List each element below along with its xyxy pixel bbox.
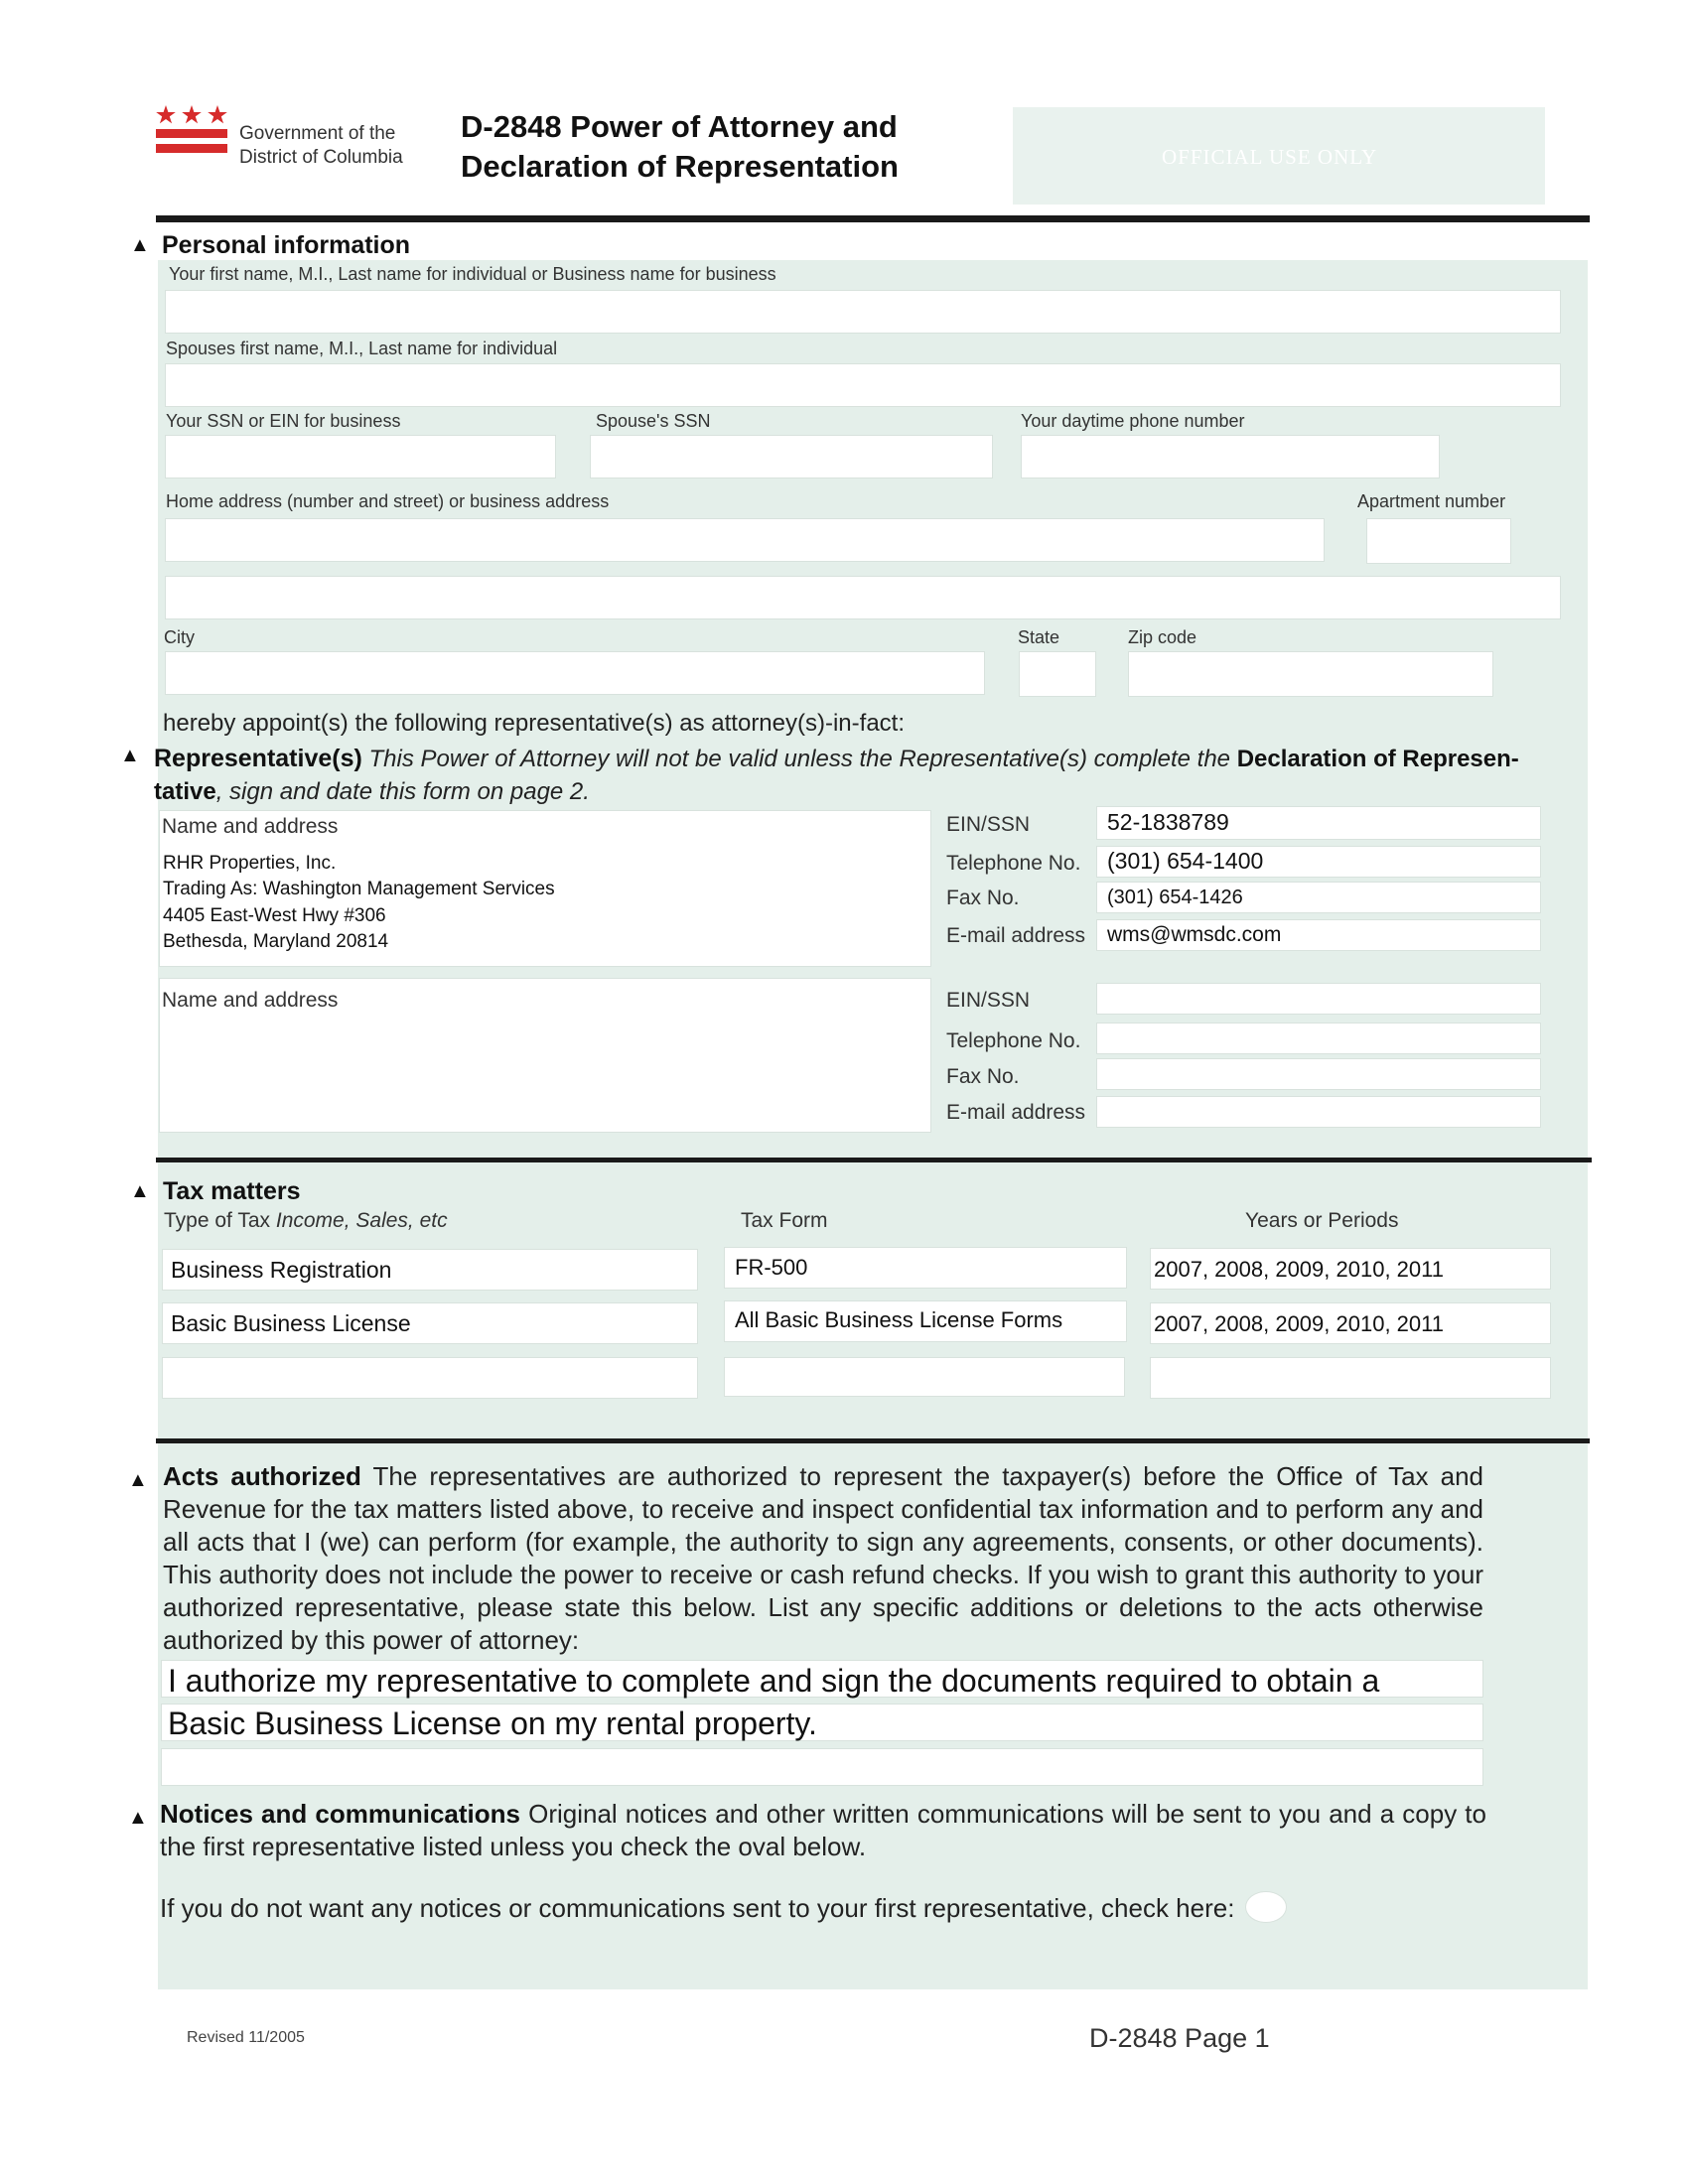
rep2-fax-field[interactable] xyxy=(1096,1058,1541,1090)
rep2-ein-field[interactable] xyxy=(1096,983,1541,1015)
rep1-email-label: E-mail address xyxy=(946,924,1086,947)
rep1-line-1: RHR Properties, Inc. xyxy=(163,853,337,874)
rep1-ein-field[interactable] xyxy=(1096,806,1541,840)
page-number: D-2848 Page 1 xyxy=(1089,2023,1270,2053)
rep-note-bold-2: tative xyxy=(154,778,216,805)
rep2-email-label: E-mail address xyxy=(946,1101,1086,1124)
rep2-fax-label: Fax No. xyxy=(946,1065,1020,1088)
notices-check-text: If you do not want any notices or communications sent to your first representative, check here: xyxy=(160,1893,1235,1923)
gov-line-2: District of Columbia xyxy=(239,147,403,168)
revised-date: Revised 11/2005 xyxy=(187,2029,305,2046)
notices-checkbox-oval[interactable] xyxy=(1245,1891,1287,1923)
rep1-tel-field[interactable] xyxy=(1096,846,1541,878)
state-field[interactable] xyxy=(1019,651,1096,697)
tax-row-2-form-value: All Basic Business License Forms xyxy=(735,1307,1063,1332)
tax-row-1-form[interactable] xyxy=(724,1247,1127,1289)
acts-paragraph xyxy=(163,1460,1483,1657)
name-field[interactable] xyxy=(165,290,1561,334)
ssn-label: Your SSN or EIN for business xyxy=(166,411,401,431)
rep1-fax-field[interactable] xyxy=(1096,882,1541,913)
rep1-fax-label: Fax No. xyxy=(946,887,1020,909)
personal-heading: Personal information xyxy=(162,231,411,259)
acts-line-1-field[interactable] xyxy=(161,1660,1483,1698)
rep1-email-value: wms@wmsdc.com xyxy=(1107,923,1282,946)
phone-label: Your daytime phone number xyxy=(1021,411,1245,431)
tax-row-1-years-value: 2007, 2008, 2009, 2010, 2011 xyxy=(1154,1257,1444,1282)
rep1-tel-value: (301) 654-1400 xyxy=(1107,848,1264,874)
rep-note-bold: Declaration of Represen- xyxy=(1236,746,1519,772)
rep-heading-block xyxy=(154,743,1564,808)
official-use-box xyxy=(1013,107,1545,205)
rep-note: This Power of Attorney will not be valid unless the Representative(s) complete the xyxy=(368,746,1231,772)
tax-row-2-type-value: Basic Business License xyxy=(171,1310,411,1336)
tax-row-1-years[interactable] xyxy=(1150,1248,1551,1290)
rep1-ein-label: EIN/SSN xyxy=(946,813,1031,836)
tax-type-label-text: Type of Tax xyxy=(164,1209,271,1232)
dc-flag-icon xyxy=(156,105,227,157)
spouse-name-label: Spouses first name, M.I., Last name for individual xyxy=(166,339,558,358)
tax-row-1-type-value: Business Registration xyxy=(171,1257,392,1283)
acts-line-2-field[interactable] xyxy=(161,1704,1483,1741)
rep1-line-3: 4405 East-West Hwy #306 xyxy=(163,905,386,926)
form-title-line-2: Declaration of Representation xyxy=(461,149,899,184)
appoint-text: hereby appoint(s) the following representative(s) as attorney(s)-in-fact: xyxy=(163,710,905,737)
acts-line-1-value: I authorize my representative to complete and sign the documents required to obtain a xyxy=(168,1663,1380,1699)
rep2-tel-label: Telephone No. xyxy=(946,1029,1081,1052)
acts-line-3-field[interactable] xyxy=(161,1748,1483,1786)
acts-text: The representatives are authorized to represent the taxpayer(s) before the Office of Tax and Revenue for the tax matters listed above, to receive and inspect confidential tax information and to perform any and all acts that I (we) can perform (for example, the authority to sign any agreements, consents, or other documents). This authority does not include the power to receive or cash refund checks. If you wish to grant this authority to your authorized representative, please state this below. List any specific additions or deletions to the acts otherwise authorized by this power of attorney: xyxy=(163,1461,1483,1655)
zip-label: Zip code xyxy=(1128,627,1197,647)
notices-heading: Notices and communications xyxy=(160,1799,520,1829)
apt-label: Apartment number xyxy=(1357,491,1506,511)
tax-type-label-italic: Income, Sales, etc xyxy=(275,1209,448,1232)
tax-years-label: Years or Periods xyxy=(1245,1209,1399,1232)
acts-line-2-value: Basic Business License on my rental property. xyxy=(168,1706,817,1741)
rep1-name-address-box[interactable] xyxy=(159,810,931,967)
address-label: Home address (number and street) or business address xyxy=(166,491,610,511)
rep2-name-address-label: Name and address xyxy=(162,989,339,1012)
acts-heading: Acts authorized xyxy=(163,1461,361,1491)
rep2-email-field[interactable] xyxy=(1096,1096,1541,1128)
rep2-tel-field[interactable] xyxy=(1096,1023,1541,1054)
dc-logo xyxy=(156,105,227,157)
rep1-tel-label: Telephone No. xyxy=(946,852,1081,875)
state-label: State xyxy=(1018,627,1060,647)
rep1-line-2: Trading As: Washington Management Services xyxy=(163,879,555,899)
section-arrow-icon: ▲ xyxy=(128,1807,148,1829)
city-field[interactable] xyxy=(165,651,985,695)
name-label: Your first name, M.I., Last name for individual or Business name for business xyxy=(169,264,776,284)
tax-row-2-years-value: 2007, 2008, 2009, 2010, 2011 xyxy=(1154,1311,1444,1336)
address-field[interactable] xyxy=(165,518,1325,562)
gov-line-1: Government of the xyxy=(239,123,396,144)
apt-field[interactable] xyxy=(1366,518,1511,564)
rep1-email-field[interactable] xyxy=(1096,919,1541,951)
city-label: City xyxy=(164,627,195,647)
notices-text: Original notices and other written communications will be sent to you and a copy to the first representative listed unless you check the oval below. xyxy=(160,1799,1486,1861)
tax-row-1-form-value: FR-500 xyxy=(735,1255,808,1280)
zip-field[interactable] xyxy=(1128,651,1493,697)
tax-row-3-years[interactable] xyxy=(1150,1357,1551,1399)
spouse-ssn-label: Spouse's SSN xyxy=(596,411,711,431)
tax-row-3-type[interactable] xyxy=(162,1357,698,1399)
rep1-name-address-label: Name and address xyxy=(162,815,339,838)
rep1-line-4: Bethesda, Maryland 20814 xyxy=(163,931,389,952)
tax-heading: Tax matters xyxy=(163,1177,301,1205)
official-use-label: OFFICIAL USE ONLY xyxy=(1162,145,1378,169)
rep2-name-address-box[interactable] xyxy=(159,978,931,1133)
tax-row-2-form[interactable] xyxy=(724,1300,1127,1342)
rep-note-end: , sign and date this form on page 2. xyxy=(215,778,590,805)
ssn-field[interactable] xyxy=(165,435,556,478)
spouse-name-field[interactable] xyxy=(165,363,1561,407)
rep1-fax-value: (301) 654-1426 xyxy=(1107,887,1243,908)
phone-field[interactable] xyxy=(1021,435,1440,478)
spouse-ssn-field[interactable] xyxy=(590,435,993,478)
rep-heading: Representative(s) xyxy=(154,745,362,772)
section-arrow-icon: ▲ xyxy=(128,1469,148,1491)
rep2-ein-label: EIN/SSN xyxy=(946,989,1031,1012)
address-line-2-field[interactable] xyxy=(165,576,1561,619)
tax-form-label: Tax Form xyxy=(741,1209,828,1232)
notices-paragraph xyxy=(160,1798,1486,1863)
tax-type-label xyxy=(164,1209,448,1233)
top-rule xyxy=(156,215,1590,222)
section-arrow-icon: ▲ xyxy=(130,1180,150,1202)
section-arrow-icon: ▲ xyxy=(130,234,150,256)
form-title-line-1: D-2848 Power of Attorney and xyxy=(461,109,898,144)
tax-row-2-years[interactable] xyxy=(1150,1302,1551,1344)
rep1-ein-value: 52-1838789 xyxy=(1107,809,1229,835)
tax-row-1-type[interactable] xyxy=(162,1249,698,1291)
tax-row-2-type[interactable] xyxy=(162,1302,698,1344)
tax-row-3-form[interactable] xyxy=(724,1357,1125,1397)
section-arrow-icon: ▲ xyxy=(120,745,140,766)
